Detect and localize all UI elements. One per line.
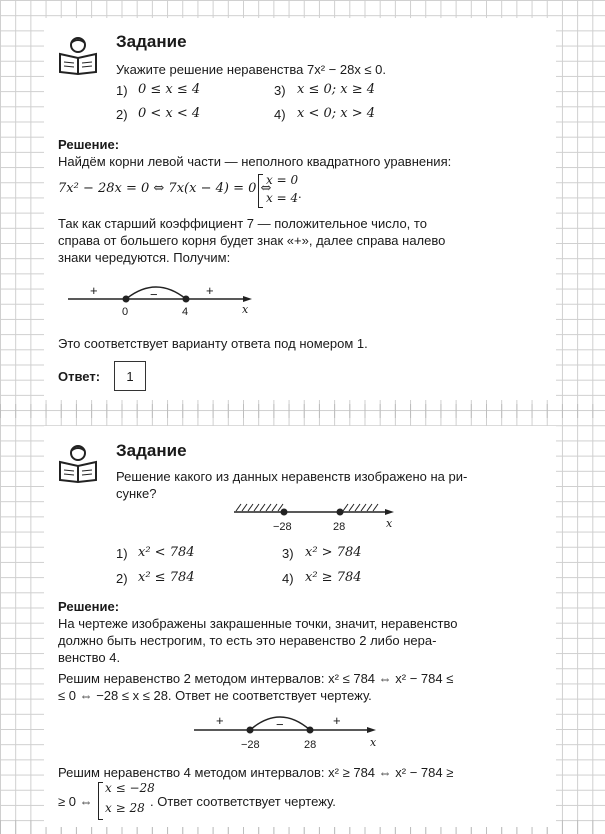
interval-sign: + [216,713,224,728]
solution-label: Решение: [58,599,120,614]
answer-label: Ответ: [58,369,101,384]
system-bracket [98,782,103,820]
task-question: Решение какого из данных неравенств изображено на ри- [116,469,468,484]
system-bracket [258,174,263,208]
system-line: x = 4 [266,191,299,205]
system-line: x ≥ 28 [105,801,145,815]
solution-text: должно быть нестрогим, то есть это неравенство 2 либо нера- [58,633,437,648]
point-label: −28 [241,739,260,751]
axis-variable: x [242,303,249,316]
axis-variable: x [370,736,377,749]
task-question: сунке? [116,486,157,501]
option-num: 3) [274,83,286,98]
task-heading: Задание [116,441,187,460]
point-label: 28 [304,739,317,751]
equation: 7x² − 28x = 0 ⇔ 7x(x − 4) = 0 ⇔ [58,181,272,196]
solution-text: справа от большего корня будет знак «+», далее справа налево [58,233,446,248]
solution-text: ≥ 0 ⇔ [58,794,93,809]
option-num: 4) [282,571,294,586]
answer-box: 1 [114,361,146,391]
interval-sign: + [90,283,98,298]
option-num: 3) [282,546,294,561]
point-label: 28 [333,521,346,533]
task-question: Укажите решение неравенства 7x² − 28x ≤ 0. [116,62,387,77]
option-text: 0 ≤ x ≤ 4 [138,82,201,97]
axis-variable: x [386,517,393,530]
reading-person-icon [58,444,98,482]
solution-text: Найдём корни левой части — неполного квадратного уравнения: [58,154,452,169]
option-text: x < 0; x > 4 [297,106,376,121]
option-text: x ≤ 0; x ≥ 4 [297,82,376,97]
point-label: −28 [273,521,292,533]
solution-text: венство 4. [58,650,121,665]
option-text: x² < 784 [138,545,195,560]
solution-text: знаки чередуются. Получим: [58,250,231,265]
solution-text: . Ответ соответствует чертежу. [150,794,336,809]
option-num: 1) [116,546,128,561]
option-text: 0 < x < 4 [138,106,201,121]
solution-text: Решим неравенство 2 методом интервалов: x² ≤ 784 ⇔ x² − 784 ≤ [58,671,454,686]
separator-ticks [0,404,605,418]
option-num: 2) [116,571,128,586]
option-text: x² ≤ 784 [138,570,195,585]
reading-person-icon [58,36,98,74]
interval-sign: − [276,717,284,732]
task-heading: Задание [116,32,187,51]
option-text: x² > 784 [305,545,362,560]
system-line: x ≤ −28 [105,781,155,795]
conclusion-text: Это соответствует варианту ответа под номером 1. [58,336,368,351]
option-num: 1) [116,83,128,98]
system-end: . [298,186,302,201]
solution-text: Так как старший коэффициент 7 — положительное число, то [58,216,427,231]
interval-sign: − [150,287,158,302]
hatched-number-line [230,500,400,522]
option-num: 2) [116,107,128,122]
interval-sign: + [206,283,214,298]
solution-text: Решим неравенство 4 методом интервалов: x² ≥ 784 ⇔ x² − 784 ≥ [58,765,454,780]
point-label: 4 [182,306,189,318]
system-line: x = 0 [266,173,299,187]
solution-text: На чертеже изображены закрашенные точки, значит, неравенство [58,616,458,631]
solution-label: Решение: [58,137,120,152]
point-label: 0 [122,306,129,318]
option-num: 4) [274,107,286,122]
interval-sign: + [333,713,341,728]
option-text: x² ≥ 784 [305,570,362,585]
solution-text: ≤ 0 ⇔ −28 ≤ x ≤ 28. Ответ не соответствует чертежу. [58,688,372,703]
